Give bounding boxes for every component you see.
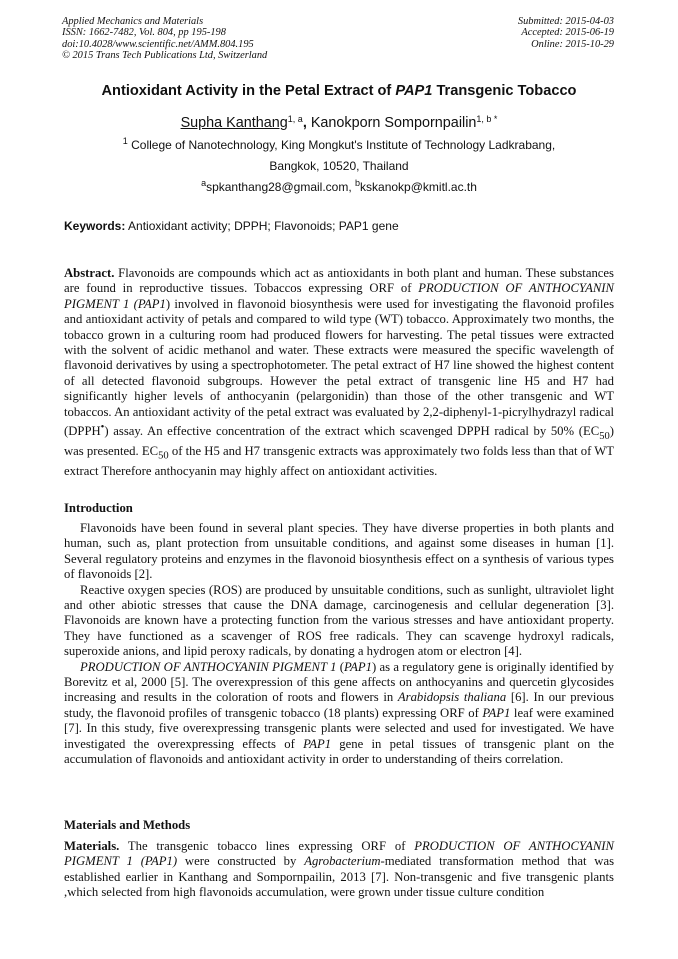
author-separator: , — [302, 115, 311, 131]
abstract-label: Abstract. — [64, 266, 115, 280]
abstract-paragraph — [64, 266, 614, 480]
radical-dot: • — [100, 422, 105, 434]
doi-line: doi:10.4028/www.scientific.net/AMM.804.195 — [62, 38, 254, 50]
email-line — [40, 180, 638, 194]
abstract-text: of the H5 and H7 transgenic extracts was approximately two folds less than that of WT extract Therefore anthocyanin may highly affect on antioxidant activities. — [64, 444, 615, 479]
methods-organism: Agrobacterium — [304, 854, 381, 869]
materials-paragraph — [64, 839, 614, 901]
ec50-subscript: 50 — [158, 450, 169, 462]
intro-text: ( — [336, 659, 344, 674]
abstract — [64, 266, 614, 480]
journal-info — [62, 16, 267, 62]
author-line — [40, 114, 638, 132]
paper-title — [40, 82, 638, 100]
affiliation-line-1 — [40, 138, 638, 152]
online-date: Online: 2015-10-29 — [531, 38, 614, 50]
author-1-sup: 1, a — [287, 114, 303, 124]
introduction-heading: Introduction — [64, 501, 133, 515]
intro-paragraph-3 — [64, 660, 614, 768]
methods-text: -mediated transformation method that was established earlier in Kanthang and Sompornpailin, 2013 [7]. Non-transgenic and five transgenic plants ,which selected from high flavonoids accumulation, were grown under tissue culture condition — [64, 854, 615, 900]
affiliation-line-2: Bangkok, 10520, Thailand — [269, 159, 409, 173]
keywords-text: Antioxidant activity; DPPH; Flavonoids; PAP1 gene — [125, 219, 399, 233]
abstract-text: ) involved in flavonoid biosynthesis were used for investigating the flavonoid profiles and antioxidant activity of petals and compared to wild type (WT) tobacco. Approximately two months, the tobacco grown in a culturing room had produced flowers for harvesting. The petal tissues were extracted with the solvent of acidic methanol and water. These extracts were measured the specific wavelength of flavonoid derivatives by using a spectrophotometer. The petal extract of H7 line showed the highest content of all detected flavonoid subgroups. However the petal extract of transgenic line H5 and H7 had significantly higher levels of anthocyanin (pelargonidin) than those of the other transgenic and WT tobaccos. An antioxidant activity of the petal extract was evaluated by 2,2-diphenyl-1-picrylhydrazyl radical (DPPH — [64, 296, 615, 439]
introduction-body — [64, 521, 614, 768]
title-gene: PAP1 — [395, 83, 433, 99]
journal-name: Applied Mechanics and Materials — [62, 16, 204, 27]
issn-line: ISSN: 1662-7482, Vol. 804, pp 195-198 — [62, 27, 226, 39]
methods-text: The transgenic tobacco lines expressing ORF of — [119, 839, 415, 853]
intro-text: leaf were examined [7]. In this study, five overexpressing transgenic plants were selected and used for investigated. We have investigated the overexpressing effects of — [64, 705, 614, 751]
copyright-line: © 2015 Trans Tech Publications Ltd, Switzerland — [62, 50, 268, 62]
keywords — [64, 219, 399, 233]
methods-text: were constructed by — [177, 854, 305, 869]
email-b-sup: b — [355, 178, 361, 188]
email-a-sup: a — [201, 178, 207, 188]
submitted-date: Submitted: 2015-04-03 — [517, 16, 614, 27]
intro-text: [6]. In our previous study, the flavonoid profiles of transgenic tobacco (18 plants) expressing ORF of — [64, 690, 614, 720]
methods-heading: Materials and Methods — [64, 818, 191, 832]
abstract-text: ) was presented. EC — [64, 424, 614, 459]
intro-gene-abbrev: PAP1 — [482, 705, 511, 720]
intro-text: gene in petal tissues of transgenic plant on the accumulation of flavonoids and antioxidant activity in order to understanding of theirs correlation. — [64, 736, 614, 767]
intro-paragraph-2: Reactive oxygen species (ROS) are produced by unsuitable conditions, such as sunlight, ultraviolet light and other abiotic stresses that cause the DNA damage, carcinogenesis and cellular degeneration [3]. Flavonoids are known have a protecting function from the various stresses and have antioxidant property. They have functioned as a scavenger of ROS free radicals. They can scavenge hydroxyl radicals, superoxide anions, and lipid peroxy radicals, by donating a hydrogen atom or electron [4]. — [64, 582, 614, 659]
author-1: Supha Kanthang — [180, 115, 288, 131]
ec50-subscript: 50 — [599, 430, 610, 442]
publication-dates — [518, 16, 614, 50]
methods-body — [64, 839, 614, 901]
accepted-date: Accepted: 2015-06-19 — [521, 27, 614, 39]
intro-text: ) as a regulatory gene is originally identified by Borevitz et al, 2000 [5]. The overexpression of this gene affects on anthocyanins and quercetin glycosides increasing and results in the coloration of roots and flowers in — [64, 659, 614, 705]
intro-species: Arabidopsis thaliana — [397, 690, 507, 705]
author-2-sup: 1, b * — [476, 114, 498, 124]
email-a: spkanthang28@gmail.com, — [206, 180, 356, 194]
email-b: kskanokp@kmitl.ac.th — [360, 180, 477, 194]
abstract-text: Flavonoids are compounds which act as antioxidants in both plant and human. These substances are found in reproductive tissues. Tobaccos expressing ORF of — [64, 266, 614, 296]
intro-gene-abbrev: PAP1 — [344, 659, 372, 674]
title-text: Antioxidant Activity in the Petal Extract of — [101, 83, 396, 99]
keywords-label: Keywords: — [64, 219, 126, 233]
affiliation-sup: 1 — [122, 136, 128, 146]
abstract-text: ) assay. An effective concentration of the extract which scavenged DPPH radical by 50% (EC — [104, 424, 600, 439]
title-text-end: Transgenic Tobacco — [432, 83, 577, 99]
author-2: Kanokporn Sompornpailin — [310, 115, 477, 131]
materials-label: Materials. — [64, 839, 120, 853]
intro-paragraph-1: Flavonoids have been found in several plant species. They have diverse properties in both plants and human, such as, plant protection from unsuitable conditions, and against some diseases in human [1]. Several regulatory proteins and enzymes in the flavonoid biosynthesis effect on a synthesis of various types of flavonoids [2]. — [64, 521, 614, 582]
methods-gene-name: PRODUCTION OF ANTHOCYANIN PIGMENT 1 (PAP1) — [64, 839, 614, 869]
affiliation-text: College of Nanotechnology, King Mongkut's Institute of Technology Ladkrabang, — [127, 138, 556, 152]
intro-gene-abbrev: PAP1 — [303, 736, 332, 751]
intro-gene-name: PRODUCTION OF ANTHOCYANIN PIGMENT 1 — [80, 659, 337, 674]
abstract-gene-name: PRODUCTION OF ANTHOCYANIN PIGMENT 1 (PAP1 — [64, 281, 614, 311]
